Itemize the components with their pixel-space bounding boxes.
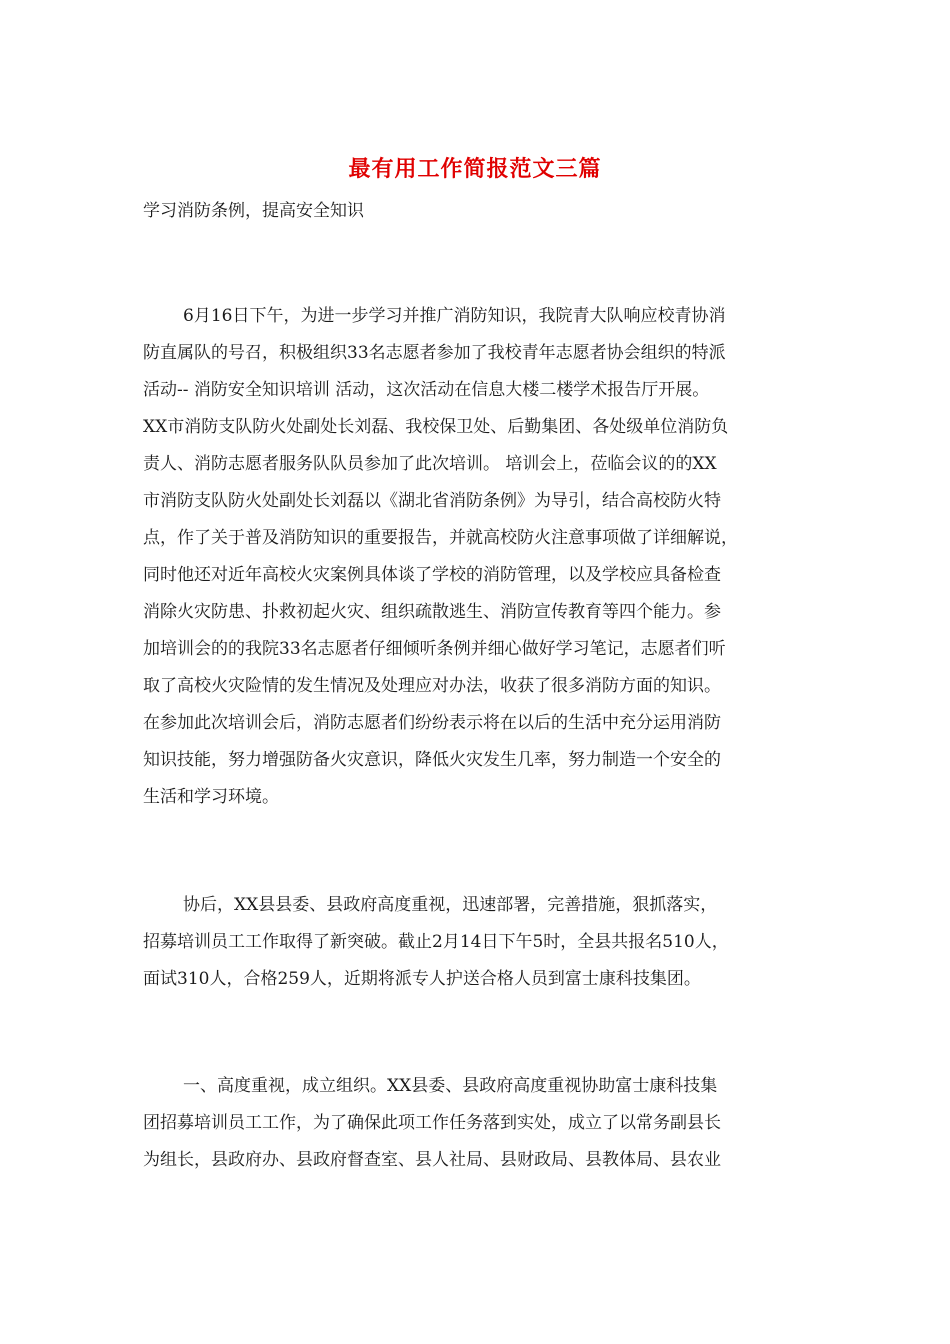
paragraph-recruitment	[143, 887, 807, 998]
paragraph-line: 面试310人，合格259人，近期将派专人护送合格人员到富士康科技集团。	[143, 969, 701, 989]
paragraph-line: 点，作了关于普及消防知识的重要报告，并就高校防火注意事项做了详细解说，	[143, 528, 738, 548]
paragraph-line: 招募培训员工工作取得了新突破。截止2月14日下午5时，全县共报名510人，	[143, 932, 729, 952]
paragraph-line: 在参加此次培训会后，消防志愿者们纷纷表示将在以后的生活中充分运用消防	[143, 713, 721, 733]
document-subtitle: 学习消防条例，提高安全知识	[143, 201, 364, 221]
paragraph-line: 协后，XX县县委、县政府高度重视，迅速部署，完善措施，狠抓落实，	[183, 895, 718, 915]
paragraph-fire-training	[143, 298, 807, 816]
paragraph-line: 防直属队的号召，积极组织33名志愿者参加了我校青年志愿者协会组织的特派	[143, 343, 726, 363]
paragraph-line: XX市消防支队防火处副处长刘磊、我校保卫处、后勤集团、各处级单位消防负	[143, 417, 729, 437]
paragraph-line: 6月16日下午，为进一步学习并推广消防知识，我院青大队响应校青协消	[183, 306, 726, 326]
paragraph-line: 加培训会的的我院33名志愿者仔细倾听条例并细心做好学习笔记，志愿者们听	[143, 639, 726, 659]
paragraph-line: 责人、消防志愿者服务队队员参加了此次培训。 培训会上，莅临会议的的XX	[143, 454, 717, 474]
paragraph-line: 团招募培训员工工作，为了确保此项工作任务落到实处，成立了以常务副县长	[143, 1113, 721, 1133]
document-title: 最有用工作简报范文三篇	[348, 156, 602, 182]
paragraph-line: 知识技能，努力增强防备火灾意识，降低火灾发生几率，努力制造一个安全的	[143, 750, 721, 770]
paragraph-line: 为组长，县政府办、县政府督查室、县人社局、县财政局、县教体局、县农业	[143, 1150, 721, 1170]
paragraph-line: 活动-- 消防安全知识培训 活动，这次活动在信息大楼二楼学术报告厅开展。	[143, 380, 710, 400]
paragraph-line: 市消防支队防火处副处长刘磊以《湖北省消防条例》为导引，结合高校防火特	[143, 491, 721, 511]
paragraph-organization	[143, 1068, 807, 1179]
paragraph-line: 同时他还对近年高校火灾案例具体谈了学校的消防管理，以及学校应具备检查	[143, 565, 721, 585]
paragraph-line: 生活和学习环境。	[143, 787, 279, 807]
paragraph-line: 消除火灾防患、扑救初起火灾、组织疏散逃生、消防宣传教育等四个能力。参	[143, 602, 721, 622]
paragraph-line: 一、高度重视，成立组织。XX县委、县政府高度重视协助富士康科技集	[183, 1076, 718, 1096]
paragraph-line: 取了高校火灾险情的发生情况及处理应对办法，收获了很多消防方面的知识。	[143, 676, 721, 696]
